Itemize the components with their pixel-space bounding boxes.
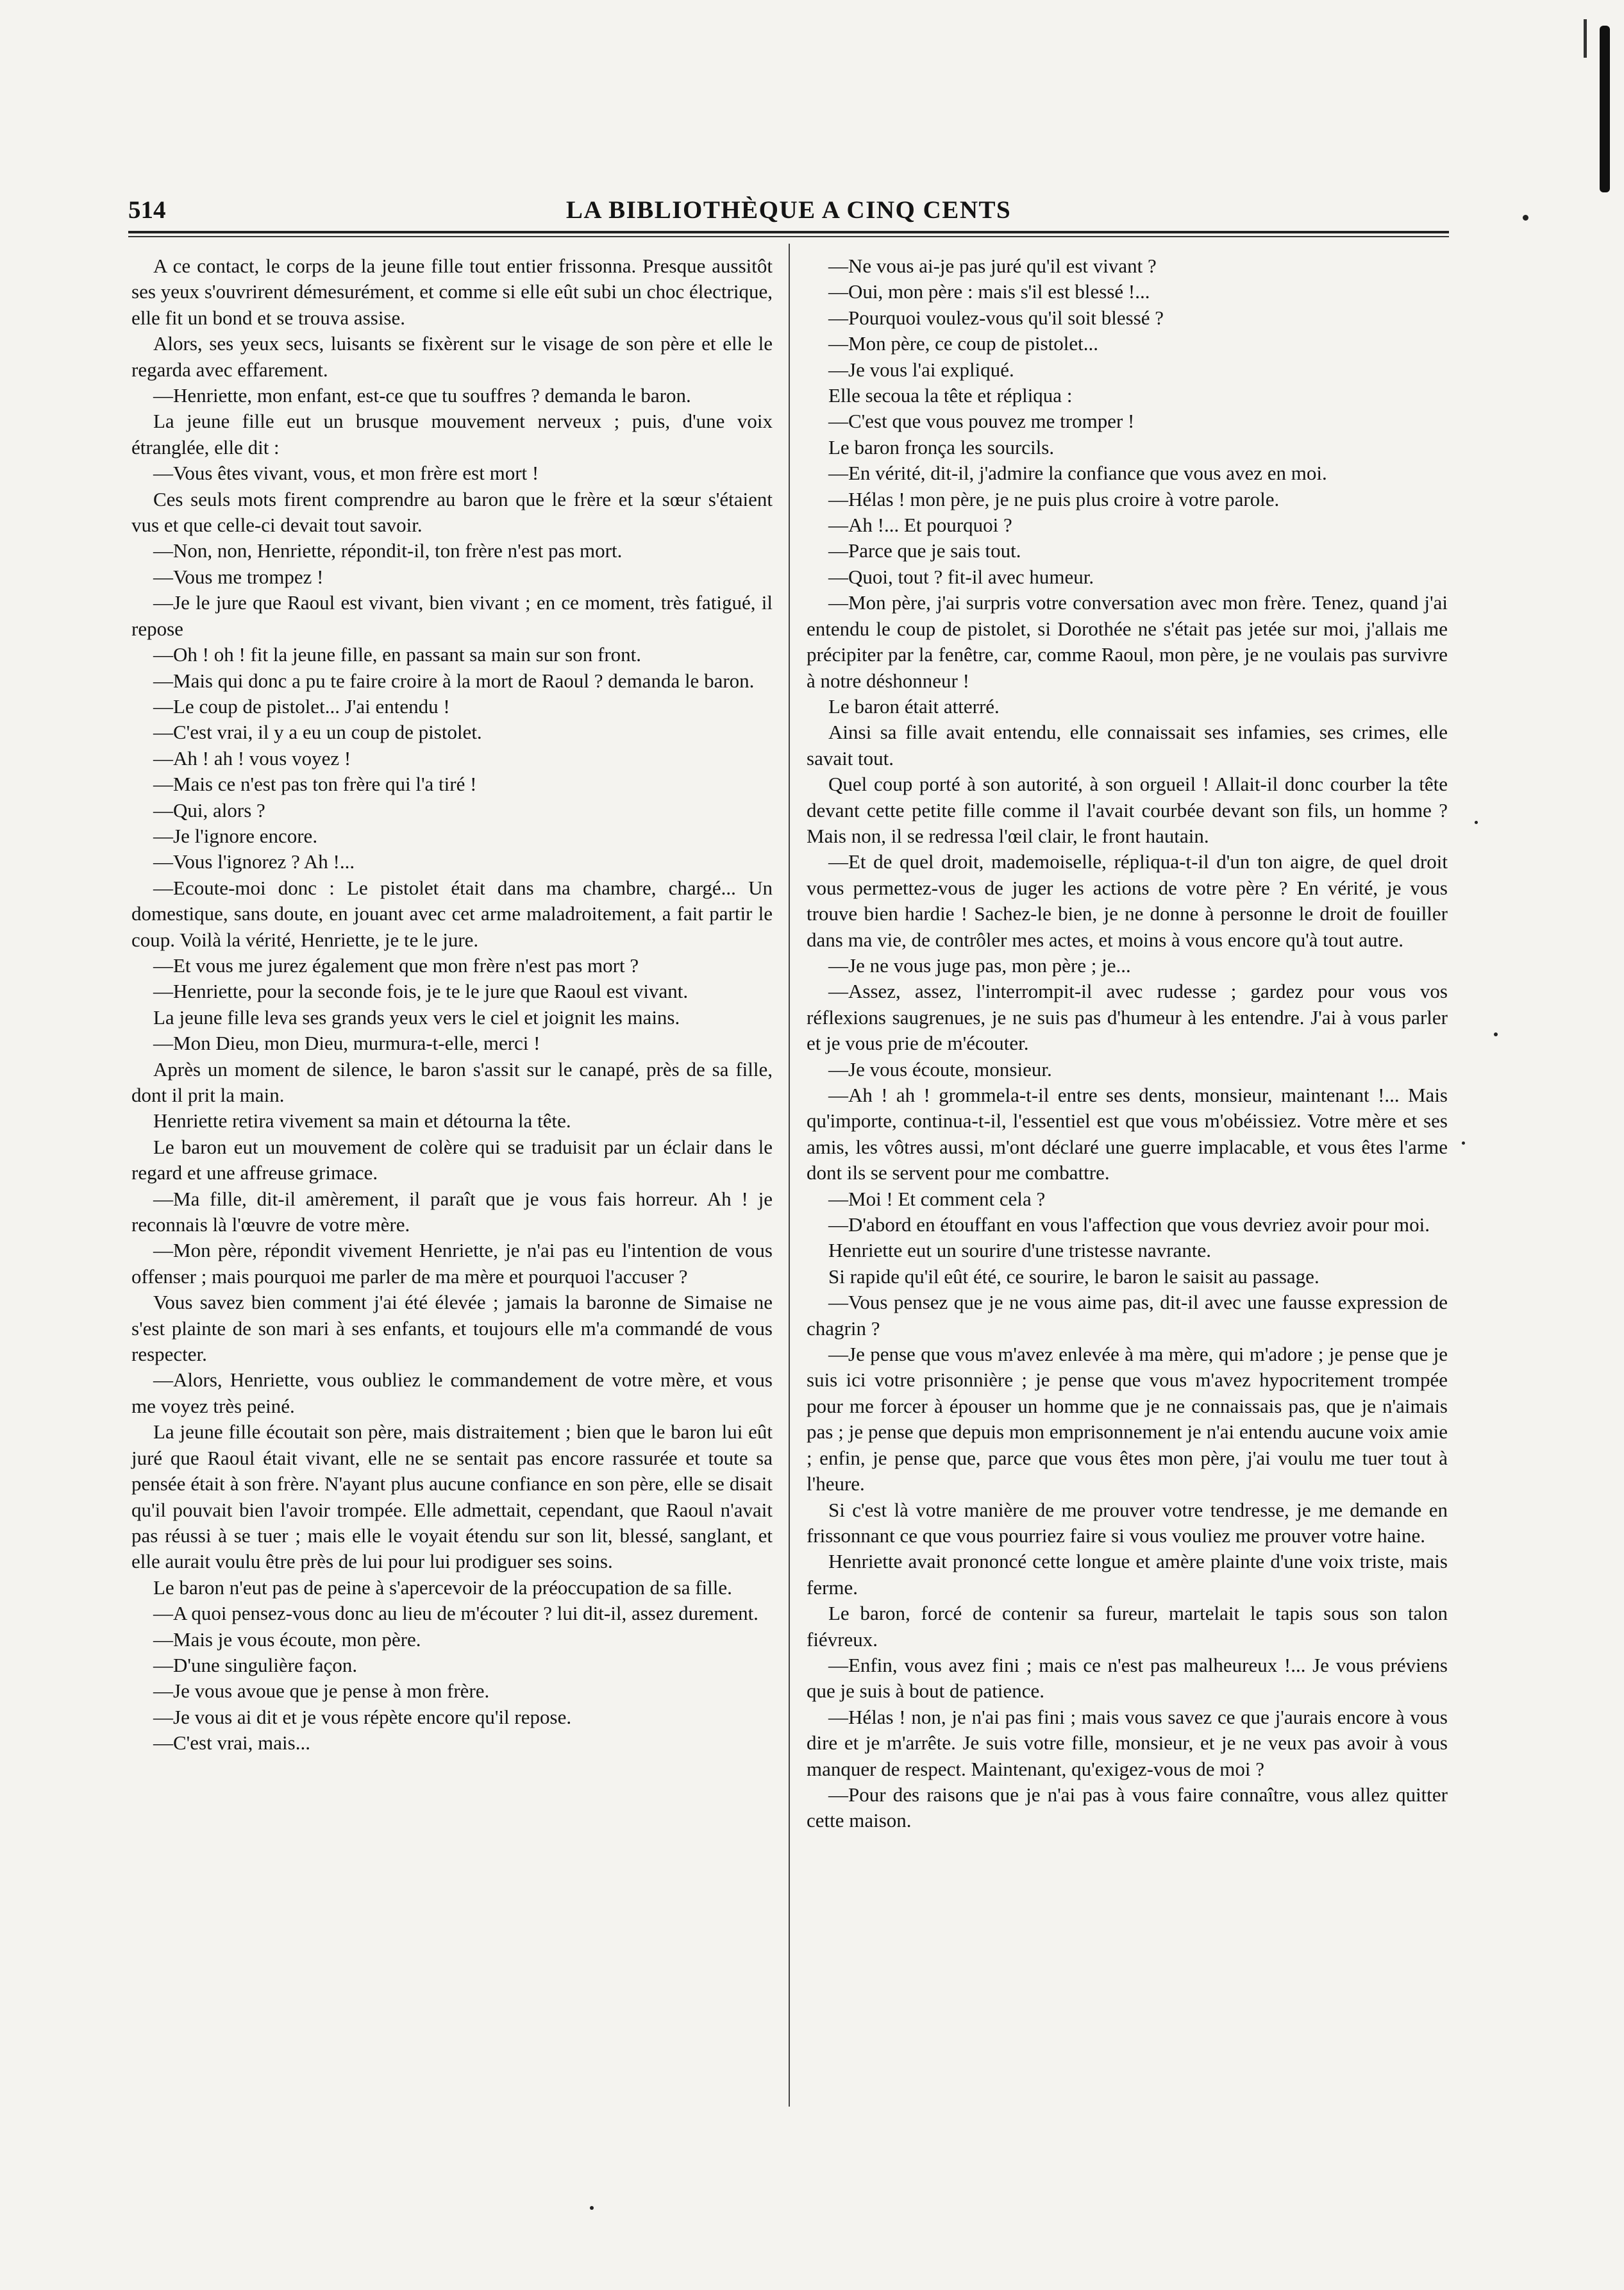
paragraph: —Oui, mon père : mais s'il est blessé !... — [828, 280, 1150, 303]
paragraph: —D'une singulière façon. — [153, 1653, 358, 1676]
paragraph: Le baron fronça les sourcils. — [828, 435, 1055, 459]
paragraph: —Non, non, Henriette, répondit-il, ton frère n'est pas mort. — [153, 539, 623, 562]
paragraph: —Parce que je sais tout. — [828, 539, 1021, 562]
paragraph: —Mais qui donc a pu te faire croire à la mort de Raoul ? demanda le baron. — [153, 669, 755, 692]
paragraph: —Vous l'ignorez ? Ah !... — [153, 850, 355, 873]
paragraph: —Assez, assez, l'interrompit-il avec rudesse ; gardez pour vous vos réflexions saugrenues, je ne suis pas d'humeur à les entendre. J'ai à vous parler et je vous prie de m'écouter. — [807, 980, 1448, 1055]
paragraph: —Henriette, pour la seconde fois, je te le jure que Raoul est vivant. — [153, 980, 689, 1003]
paragraph: —Hélas ! mon père, je ne puis plus croire à votre parole. — [828, 487, 1280, 510]
page-header — [128, 196, 1449, 228]
paragraph: Henriette avait prononcé cette longue et amère plainte d'une voix triste, mais ferme. — [807, 1550, 1448, 1599]
ink-speck — [1494, 1032, 1498, 1036]
paragraph: —Ah ! ah ! grommela-t-il entre ses dents, monsieur, maintenant !... Mais qu'importe, continua-t-il, l'essentiel est que vous m'obéissiez. Votre mère et ses amis, les vôtres aussi, m'ont déclaré une guerre implacable, et vous êtes l'arme dont ils se servent pour me combattre. — [807, 1084, 1448, 1184]
paragraph: —Je vous l'ai expliqué. — [828, 358, 1014, 381]
right-column — [807, 253, 1448, 1834]
paragraph: —Hélas ! non, je n'ai pas fini ; mais vous savez ce que j'aurais encore à vous dire et je m'arrête. Je suis votre fille, monsieur, et je ne veux pas avoir à vous manquer de respect. Maintenant, qu'exigez-vous de moi ? — [807, 1705, 1448, 1780]
paragraph: —C'est vrai, il y a eu un coup de pistolet. — [153, 721, 482, 744]
paragraph: —Vous pensez que je ne vous aime pas, dit-il avec une fausse expression de chagrin ? — [807, 1291, 1448, 1340]
paragraph: Le baron, forcé de contenir sa fureur, martelait le tapis sous son talon fiévreux. — [807, 1602, 1448, 1651]
paragraph: —Je pense que vous m'avez enlevée à ma mère, qui m'adore ; je pense que je suis ici votre prisonnière ; je pense que vous m'avez hypocritement trompée pour me forcer à épouser un homme que je ne connaissais pas, que je n'aimais pas ; je pense que depuis mon emprisonnement je n'ai entendu aucune voix amie ; enfin, je pense que, parce que vous êtes mon père, j'ai voulu me tuer tout à l'heure. — [807, 1343, 1448, 1495]
paragraph: —Mais ce n'est pas ton frère qui l'a tiré ! — [153, 773, 477, 796]
paragraph: Henriette retira vivement sa main et détourna la tête. — [153, 1109, 571, 1132]
paragraph: Vous savez bien comment j'ai été élevée ; jamais la baronne de Simaise ne s'est plainte de son mari à ses enfants, et toujours elle m'a commandé de vous respecter. — [131, 1291, 773, 1366]
paragraph: —Qui, alors ? — [153, 798, 265, 821]
paragraph: —Moi ! Et comment cela ? — [828, 1187, 1046, 1210]
paragraph: —Pourquoi voulez-vous qu'il soit blessé ? — [828, 306, 1164, 329]
paragraph: —Ecoute-moi donc : Le pistolet était dans ma chambre, chargé... Un domestique, sans doute, en jouant avec cet arme maladroitement, a fait partir le coup. Voilà la vérité, Henriette, je te le jure. — [131, 876, 773, 951]
paragraph: Alors, ses yeux secs, luisants se fixèrent sur le visage de son père et elle le regarda avec effarement. — [131, 332, 773, 381]
paragraph: La jeune fille écoutait son père, mais distraitement ; bien que le baron lui eût juré que Raoul était vivant, elle ne se sentait pas encore rassurée et toute sa pensée était à son frère. N'ayant plus aucune confiance en son père, elle se disait qu'il pouvait bien l'avoir trompée. Elle admettait, cependant, que Raoul n'avait pas réussi à se tuer ; mais elle le voyait étendu sur son lit, blessé, sanglant, et elle aurait voulu être près de lui pour lui prodiguer ses soins. — [131, 1420, 773, 1573]
paragraph: —Vous êtes vivant, vous, et mon frère est mort ! — [153, 462, 539, 485]
paragraph: —Je le jure que Raoul est vivant, bien vivant ; en ce moment, très fatigué, il repose — [131, 591, 773, 640]
paragraph: —Et vous me jurez également que mon frère n'est pas mort ? — [153, 954, 639, 977]
paragraph: —Mon père, répondit vivement Henriette, je n'ai pas eu l'intention de vous offenser ; mais pourquoi me parler de ma mère et pourquoi l'accuser ? — [131, 1239, 773, 1288]
paragraph: —Ah ! ah ! vous voyez ! — [153, 746, 351, 770]
paragraph: —Je ne vous juge pas, mon père ; je... — [828, 954, 1131, 977]
paragraph: —Mon père, ce coup de pistolet... — [828, 332, 1098, 355]
page-edge-mark — [1584, 19, 1587, 58]
ink-speck — [1523, 215, 1528, 221]
paragraph: —Je vous écoute, monsieur. — [828, 1057, 1052, 1081]
paragraph: —Ne vous ai-je pas juré qu'il est vivant ? — [828, 255, 1157, 277]
paragraph: —Vous me trompez ! — [153, 565, 324, 588]
paragraph: —Mais je vous écoute, mon père. — [153, 1628, 421, 1651]
paragraph: La jeune fille leva ses grands yeux vers le ciel et joignit les mains. — [153, 1006, 680, 1029]
paragraph: Le baron était atterré. — [828, 695, 1000, 718]
page-number: 514 — [128, 196, 166, 224]
paragraph: —Henriette, mon enfant, est-ce que tu souffres ? demanda le baron. — [153, 384, 691, 407]
paragraph: —Mon père, j'ai surpris votre conversation avec mon frère. Tenez, quand j'ai entendu le coup de pistolet, si Dorothée ne s'était pas jetée sur moi, j'allais me précipiter par la fenêtre, car, comme Raoul, mon père, je ne voulais pas survivre à notre déshonneur ! — [807, 591, 1448, 692]
ink-speck — [1462, 1141, 1465, 1145]
paragraph: —Quoi, tout ? fit-il avec humeur. — [828, 565, 1094, 588]
paragraph: Ainsi sa fille avait entendu, elle connaissait ses infamies, ses crimes, elle savait tout. — [807, 721, 1448, 770]
paragraph: —Oh ! oh ! fit la jeune fille, en passant sa main sur son front. — [153, 643, 642, 666]
paragraph: —En vérité, dit-il, j'admire la confiance que vous avez en moi. — [828, 462, 1327, 485]
paragraph: Le baron n'eut pas de peine à s'apercevoir de la préoccupation de sa fille. — [153, 1576, 732, 1599]
paragraph: Après un moment de silence, le baron s'assit sur le canapé, près de sa fille, dont il prit la main. — [131, 1057, 773, 1106]
paragraph: A ce contact, le corps de la jeune fille tout entier frissonna. Presque aussitôt ses yeux s'ouvrirent démesurément, et comme si elle eût subi un choc électrique, elle fit un bond et se trouva assise. — [131, 255, 773, 329]
paragraph: Ces seuls mots firent comprendre au baron que le frère et la sœur s'étaient vus et que celle-ci devait tout savoir. — [131, 487, 773, 537]
paragraph: Quel coup porté à son autorité, à son orgueil ! Allait-il donc courber la tête devant cette petite fille comme il l'avait courbée devant son fils, un homme ? Mais non, il se redressa l'œil clair, le front hautain. — [807, 773, 1448, 847]
ink-speck — [1475, 821, 1478, 824]
paragraph: —Alors, Henriette, vous oubliez le commandement de votre mère, et vous me voyez très peiné. — [131, 1368, 773, 1417]
paragraph: Si c'est là votre manière de me prouver votre tendresse, je me demande en frissonnant ce que vous pourriez faire si vous vouliez me prouver votre haine. — [807, 1498, 1448, 1547]
paragraph: La jeune fille eut un brusque mouvement nerveux ; puis, d'une voix étranglée, elle dit : — [131, 410, 773, 459]
paragraph: Si rapide qu'il eût été, ce sourire, le baron le saisit au passage. — [828, 1265, 1319, 1288]
running-title: LA BIBLIOTHÈQUE A CINQ CENTS — [565, 196, 1012, 224]
left-column — [131, 253, 773, 1756]
paragraph: Henriette eut un sourire d'une tristesse navrante. — [828, 1239, 1211, 1262]
header-rule — [128, 231, 1449, 233]
header-rule — [128, 236, 1449, 237]
paragraph: —Le coup de pistolet... J'ai entendu ! — [153, 695, 450, 718]
paragraph: Le baron eut un mouvement de colère qui se traduisit par un éclair dans le regard et une affreuse grimace. — [131, 1135, 773, 1184]
paragraph: —A quoi pensez-vous donc au lieu de m'écouter ? lui dit-il, assez durement. — [153, 1602, 758, 1625]
ink-speck — [590, 2206, 594, 2210]
page-edge-mark — [1600, 26, 1610, 192]
column-divider — [789, 244, 790, 2107]
paragraph: —Ma fille, dit-il amèrement, il paraît que je vous fais horreur. Ah ! je reconnais là l'œuvre de votre mère. — [131, 1187, 773, 1236]
paragraph: —Pour des raisons que je n'ai pas à vous faire connaître, vous allez quitter cette maison. — [807, 1783, 1448, 1832]
paragraph: —Mon Dieu, mon Dieu, murmura-t-elle, merci ! — [153, 1032, 540, 1055]
paragraph: —D'abord en étouffant en vous l'affection que vous devriez avoir pour moi. — [828, 1213, 1430, 1236]
paragraph: —C'est vrai, mais... — [153, 1731, 310, 1755]
paragraph: Elle secoua la tête et répliqua : — [828, 384, 1073, 407]
paragraph: —Je l'ignore encore. — [153, 824, 318, 847]
paragraph: —C'est que vous pouvez me tromper ! — [828, 410, 1135, 433]
paragraph: —Enfin, vous avez fini ; mais ce n'est pas malheureux !... Je vous préviens que je suis à bout de patience. — [807, 1653, 1448, 1703]
paragraph: —Je vous avoue que je pense à mon frère. — [153, 1680, 490, 1703]
paragraph: —Ah !... Et pourquoi ? — [828, 514, 1012, 537]
paragraph: —Et de quel droit, mademoiselle, répliqua-t-il d'un ton aigre, de quel droit vous permettez-vous de juger les actions de votre père ? En vérité, je vous trouve bien hardie ! Sachez-le bien, je ne donne à personne le droit de fouiller dans ma vie, de contrôler mes actes, et moins à vous encore qu'à tout autre. — [807, 850, 1448, 951]
paragraph: —Je vous ai dit et je vous répète encore qu'il repose. — [153, 1705, 572, 1728]
